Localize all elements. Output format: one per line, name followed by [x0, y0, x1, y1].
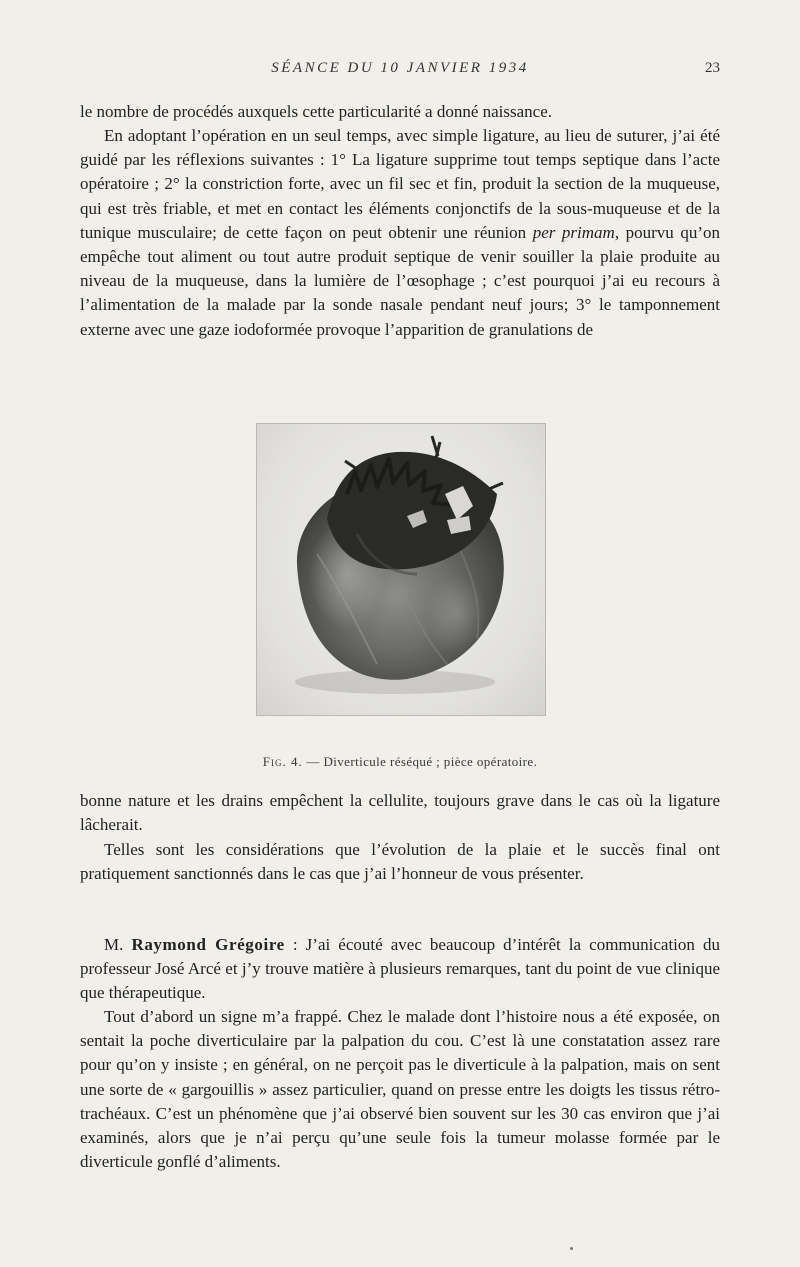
paragraph-text: , pourvu qu’on empêche tout aliment ou tout autre produit septique de venir souiller la plaie produite au niveau de la muqueuse, dans la lumière de l’œsophage ; c’est pourquoi j’ai eu recours à l’alimentation de la malade par la sonde nasale pendant neuf jours; 3° le tamponnement externe avec une gaze iodoformée provoque l’apparition de granulations de	[80, 222, 721, 339]
paragraph-ligature-reasons	[80, 124, 720, 342]
running-title: SÉANCE DU 10 JANVIER 1934	[271, 60, 529, 76]
figure-photograph	[256, 423, 546, 716]
paragraph-continuation	[80, 100, 720, 124]
running-header	[80, 60, 720, 84]
paper-speck	[570, 1247, 573, 1250]
paragraph-gregoire-remarks	[80, 933, 720, 1006]
speaker-prefix: M.	[104, 935, 132, 954]
paragraph-text: Telles sont les considérations que l’évolution de la plaie et le succès final ont pratiquement sanctionnés dans le cas que j’ai l’honneur de vous présenter.	[80, 840, 720, 884]
paragraph-text: En adoptant l’opération en un seul temps, avec simple ligature, au lieu de suturer, j’ai été guidé par les réflexions suivantes : 1° La ligature supprime tout temps septique dans l’acte opératoire ; 2° la constriction forte, avec un fil sec et fin, produit la section de la muqueuse, qui est très friable, et met en contact les éléments conjonctifs de la sous-muqueuse et de la tunique musculaire; de cette façon on peut obtenir une réunion	[80, 126, 720, 242]
resected-diverticulum-image	[257, 424, 545, 715]
paragraph-continuation-after-figure	[80, 789, 720, 837]
paragraph-text: Tout d’abord un signe m’a frappé. Chez le malade dont l’histoire nous a été exposée, on sentait la poche diverticulaire par la palpation du cou. C’est là une constatation assez rare pour qu’on y insiste ; en général, on ne perçoit pas le diverticule à la palpation, mais on sent une sorte de « gargouillis » assez particulier, quand on presse entre les doigts les tissus rétro-trachéaux. C’est un phénomène que j’ai observé bien souvent sur les 30 cas environ que j’ai examinés, alors que je n’ai perçu qu’une seule fois la tumeur molasse formée par le diverticule gonflé d’aliments.	[80, 1007, 720, 1172]
paragraph-palpation-sign	[80, 1005, 720, 1174]
speaker-name: Raymond Grégoire	[131, 935, 285, 954]
paragraph-text: : J’ai écouté avec beaucoup d’intérêt la communication du professeur José Arcé et j’y trouve matière à plusieurs remarques, tant du point de vue clinique que thérapeutique.	[80, 935, 720, 1003]
page-number: 23	[705, 60, 720, 76]
paragraph-considerations	[80, 838, 720, 886]
figure-label: Fig. 4.	[262, 754, 303, 769]
paragraph-text: bonne nature et les drains empêchent la cellulite, toujours grave dans le cas où la ligature lâcherait.	[80, 791, 720, 835]
figure-caption	[80, 754, 720, 770]
caption-text: — Diverticule réséqué ; pièce opératoire.	[302, 754, 538, 769]
paragraph-text: le nombre de procédés auxquels cette particularité a donné naissance.	[80, 102, 553, 121]
italic-latin-phrase: per primam	[532, 222, 615, 242]
